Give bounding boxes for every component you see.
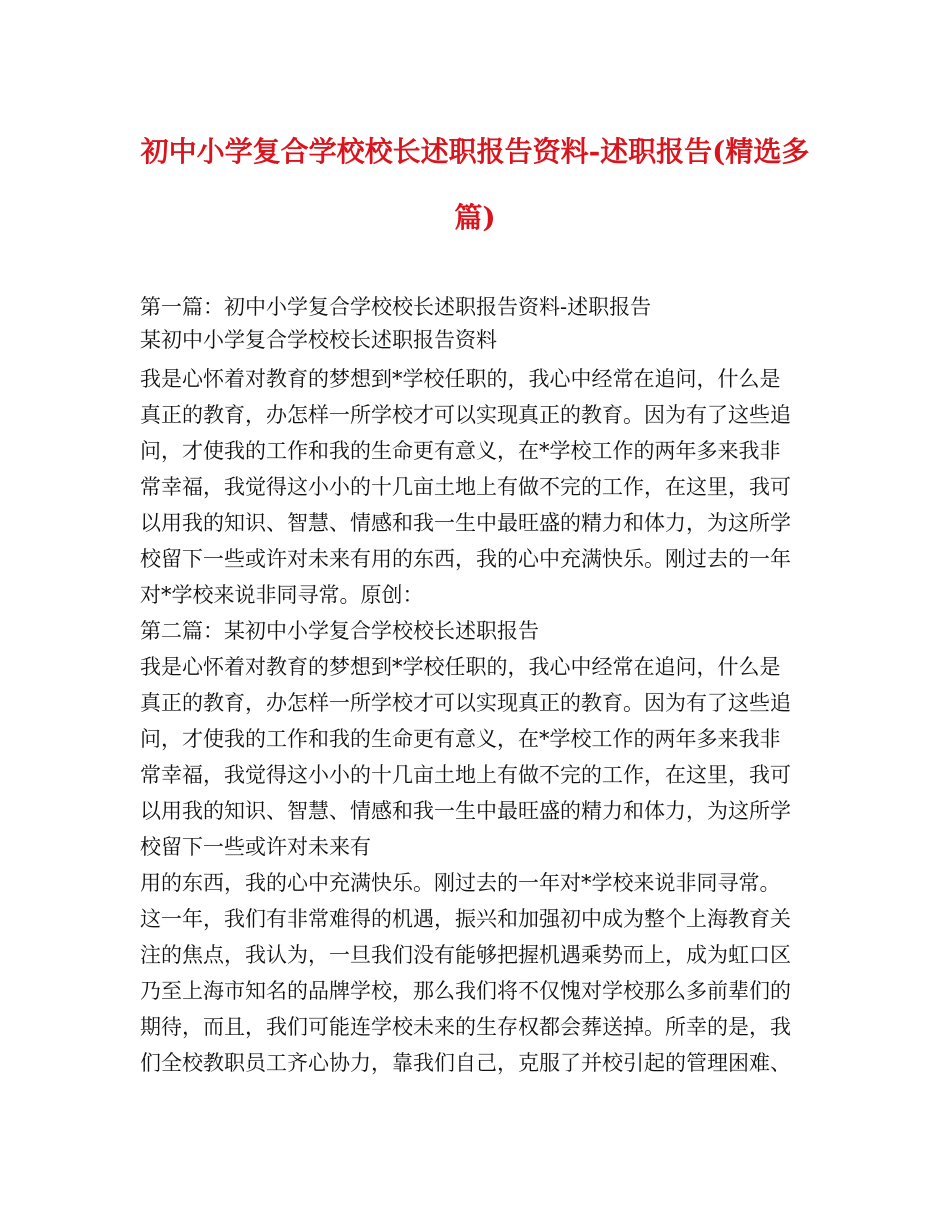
paragraph-line: 们全校教职员工齐心协力，靠我们自己，克服了并校引起的管理困难、	[140, 1051, 791, 1075]
paragraph-line: 以用我的知识、智慧、情感和我一生中最旺盛的精力和体力，为这所学	[140, 511, 791, 535]
paragraph-line: 真正的教育，办怎样一所学校才可以实现真正的教育。因为有了这些追	[140, 403, 791, 427]
paragraph-line: 问，才使我的工作和我的生命更有意义，在*学校工作的两年多来我非	[140, 439, 781, 463]
document-title-line-1: 初中小学复合学校校长述职报告资料-述职报告(精选多	[140, 135, 810, 168]
paragraph-line: 以用我的知识、智慧、情感和我一生中最旺盛的精力和体力，为这所学	[140, 799, 791, 823]
paragraph-line: 常幸福，我觉得这小小的十几亩土地上有做不完的工作，在这里，我可	[140, 475, 791, 499]
paragraph-line: 我是心怀着对教育的梦想到*学校任职的，我心中经常在追问，什么是	[140, 367, 781, 391]
paragraph-line: 常幸福，我觉得这小小的十几亩土地上有做不完的工作，在这里，我可	[140, 763, 791, 787]
subheading: 某初中小学复合学校校长述职报告资料	[140, 328, 497, 352]
paragraph-line: 校留下一些或许对未来有	[140, 835, 371, 859]
paragraph-line: 注的焦点，我认为，一旦我们没有能够把握机遇乘势而上，成为虹口区	[140, 943, 791, 967]
paragraph-line: 这一年，我们有非常难得的机遇，振兴和加强初中成为整个上海教育关	[140, 907, 791, 931]
paragraph-line: 用的东西，我的心中充满快乐。刚过去的一年对*学校来说非同寻常。	[140, 871, 781, 895]
document-title-line-2: 篇)	[454, 201, 496, 234]
paragraph-line: 期待，而且，我们可能连学校未来的生存权都会葬送掉。所幸的是，我	[140, 1015, 791, 1039]
paragraph-line: 校留下一些或许对未来有用的东西，我的心中充满快乐。刚过去的一年	[140, 547, 791, 571]
section-heading-2: 第二篇：某初中小学复合学校校长述职报告	[140, 619, 539, 643]
paragraph-line: 乃至上海市知名的品牌学校，那么我们将不仅愧对学校那么多前辈们的	[140, 979, 791, 1003]
section-heading-1: 第一篇：初中小学复合学校校长述职报告资料-述职报告	[140, 295, 652, 319]
paragraph-line: 真正的教育，办怎样一所学校才可以实现真正的教育。因为有了这些追	[140, 691, 791, 715]
paragraph-line: 对*学校来说非同寻常。原创：	[140, 583, 424, 607]
paragraph-line: 我是心怀着对教育的梦想到*学校任职的，我心中经常在追问，什么是	[140, 655, 781, 679]
paragraph-line: 问，才使我的工作和我的生命更有意义，在*学校工作的两年多来我非	[140, 727, 781, 751]
